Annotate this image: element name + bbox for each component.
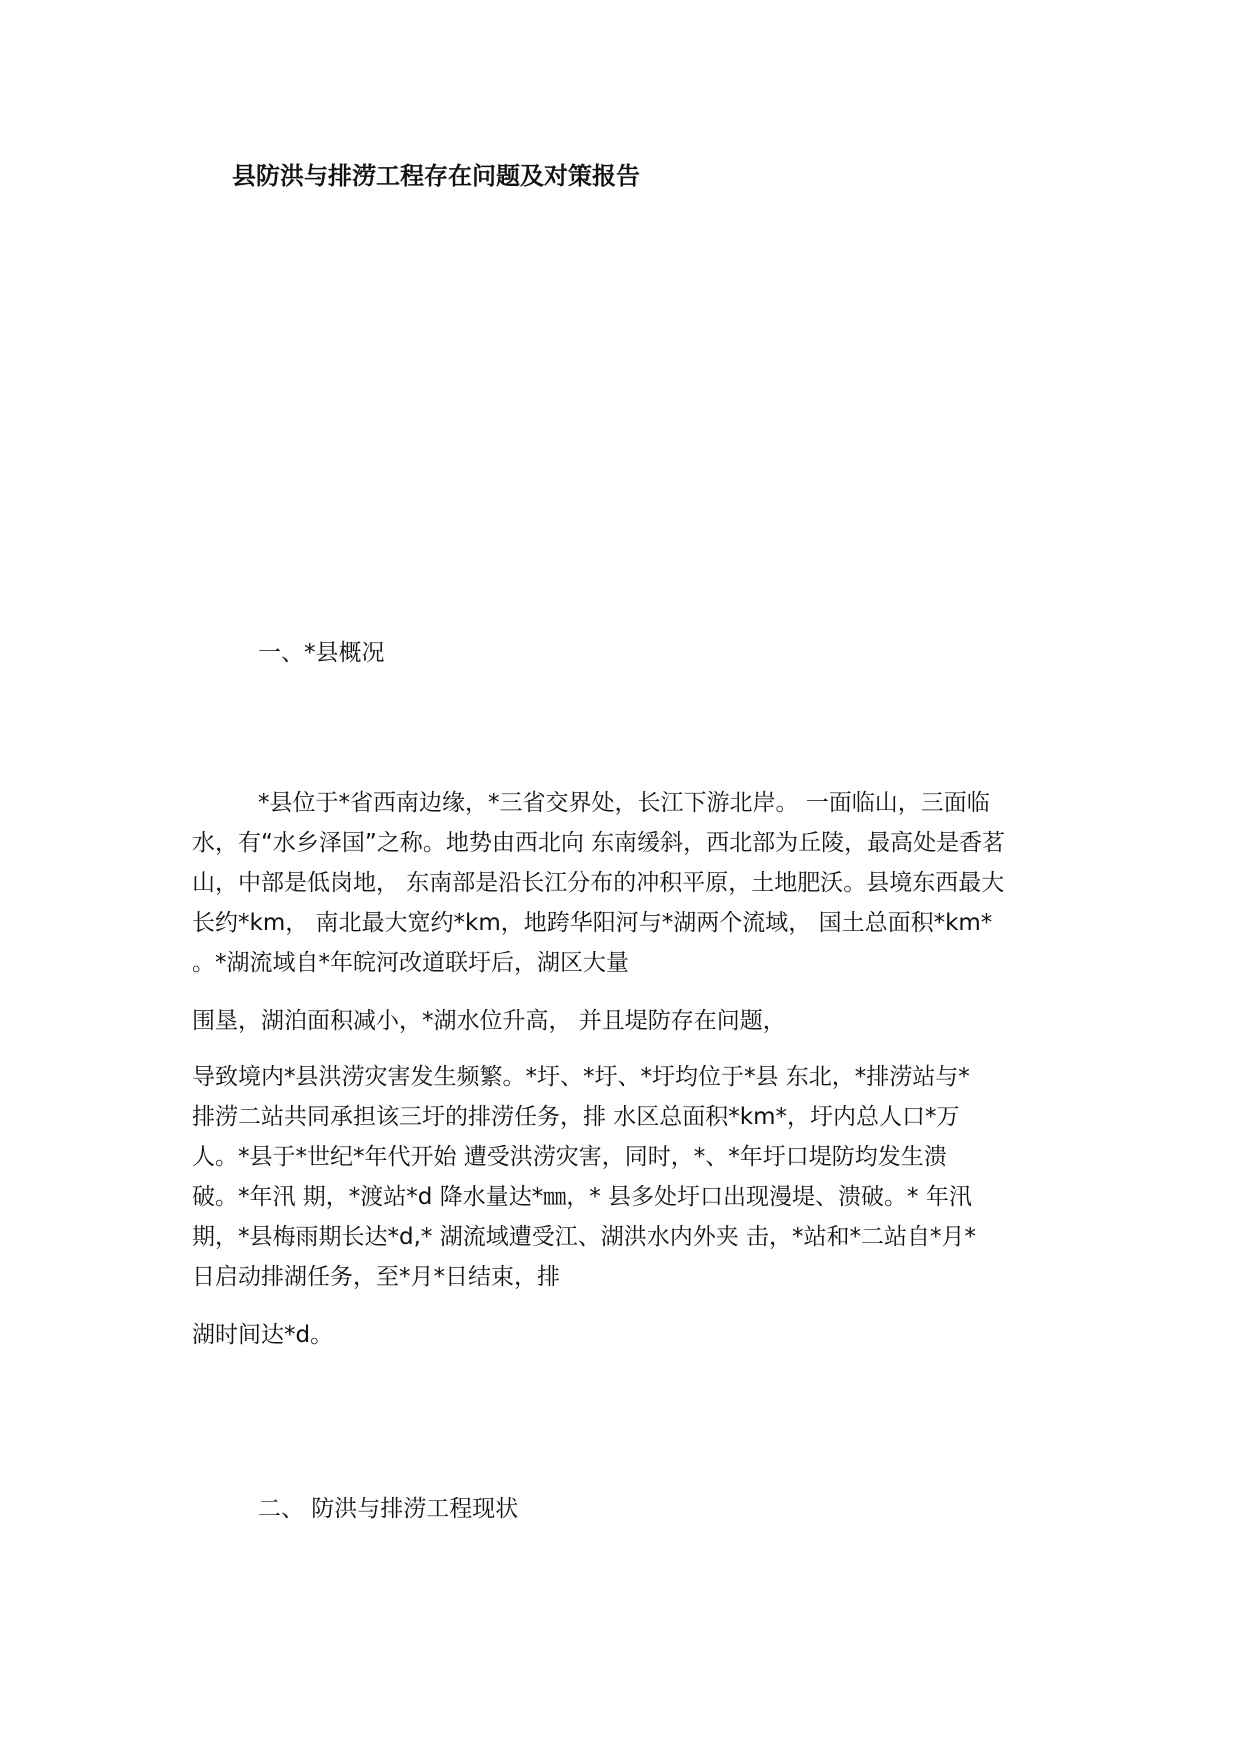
paragraph-line: 导致境内*县洪涝灾害发生频繁。*圩、*圩、*圩均位于*县 东北，*排涝站与*: [192, 1064, 970, 1090]
paragraph-line: 破。*年汛 期，*渡站*d 降水量达*㎜，* 县多处圩口出现漫堤、溃破。* 年汛: [192, 1184, 972, 1210]
paragraph-line: 日启动排湖任务，至*月*日结束，排: [192, 1264, 560, 1290]
section-heading-status: 二、 防洪与排涝工程现状: [258, 1496, 519, 1522]
paragraph-line: 人。*县于*世纪*年代开始 遭受洪涝灾害，同时，*、*年圩口堤防均发生溃: [192, 1144, 947, 1170]
paragraph-line: 湖时间达*d。: [192, 1322, 334, 1348]
paragraph-line: 。*湖流域自*年皖河改道联圩后，湖区大量: [192, 950, 629, 976]
paragraph-line: 长约*km， 南北最大宽约*km，地跨华阳河与*湖两个流域， 国土总面积*km*: [192, 910, 993, 936]
paragraph-line: 围垦，湖泊面积减小，*湖水位升高， 并且堤防存在问题，: [192, 1008, 786, 1034]
paragraph-line: 山，中部是低岗地， 东南部是沿长江分布的冲积平原，土地肥沃。县境东西最大: [192, 870, 1005, 896]
section-heading-overview: 一、*县概况: [258, 640, 385, 666]
paragraph-line: 排涝二站共同承担该三圩的排涝任务，排 水区总面积*km*，圩内总人口*万: [192, 1104, 960, 1130]
paragraph-line: *县位于*省西南边缘，*三省交界处，长江下游北岸。 一面临山，三面临: [258, 790, 990, 816]
document-title: 县防洪与排涝工程存在问题及对策报告: [232, 162, 640, 190]
paragraph-line: 水，有“水乡泽国”之称。地势由西北向 东南缓斜，西北部为丘陵，最高处是香茗: [192, 830, 1006, 856]
paragraph-line: 期，*县梅雨期长达*d,* 湖流域遭受江、湖洪水内外夹 击，*站和*二站自*月*: [192, 1224, 977, 1250]
